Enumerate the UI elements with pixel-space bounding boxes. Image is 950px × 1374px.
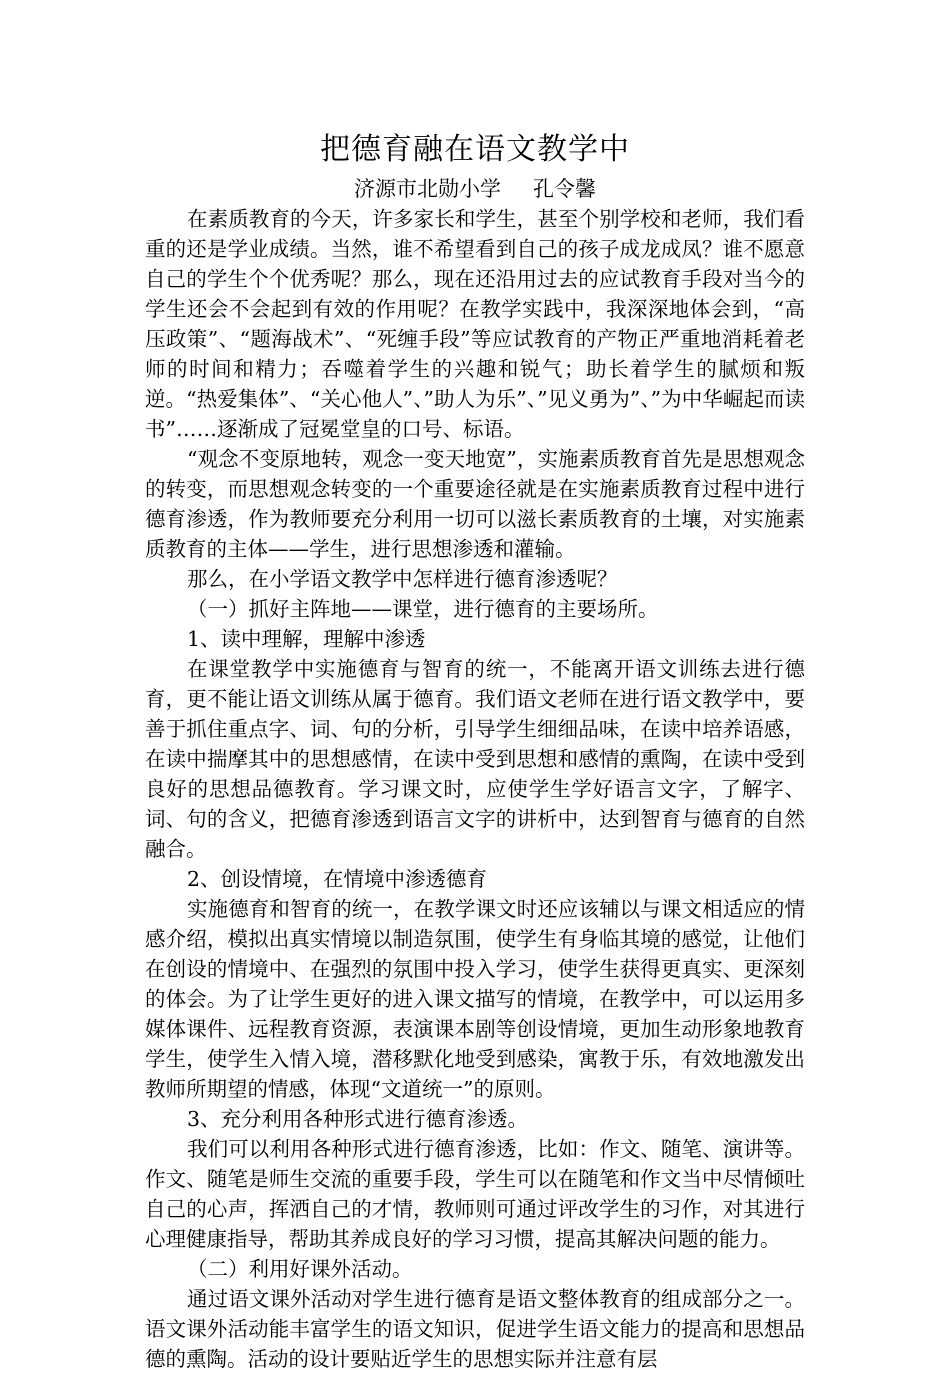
paragraph: 通过语文课外活动对学生进行德育是语文整体教育的组成部分之一。语文课外活动能丰富学生的语文知识，促进学生语文能力的提高和思想品德的熏陶。活动的设计要贴近学生的思想实际并注意有层 [145,1287,805,1371]
paragraph: 在课堂教学中实施德育与智育的统一，不能离开语文训练去进行德育，更不能让语文训练从属于德育。我们语文老师在进行语文教学中，要善于抓住重点字、词、句的分析，引导学生细细品味，在读中培养语感，在读中揣摩其中的思想感情，在读中受到思想和感情的熏陶，在读中受到良好的思想品德教育。学习课文时，应使学生学好语言文字，了解字、词、句的含义，把德育渗透到语言文字的讲析中，达到智育与德育的自然融合。 [145,657,805,861]
paragraph: 我们可以利用各种形式进行德育渗透，比如：作文、随笔、演讲等。作文、随笔是师生交流的重要手段，学生可以在随笔和作文当中尽情倾吐自己的心声，挥洒自己的才情，教师则可通过评改学生的习作，对其进行心理健康指导，帮助其养成良好的学习习惯，提高其解决问题的能力。 [145,1137,805,1251]
section-heading: （一）抓好主阵地——课堂，进行德育的主要场所。 [187,597,659,621]
paragraph: 实施德育和智育的统一，在教学课文时还应该辅以与课文相适应的情感介绍，模拟出真实情境以制造氛围，使学生有身临其境的感觉，让他们在创设的情境中、在强烈的氛围中投入学习，使学生获得更真实、更深刻的体会。为了让学生更好的进入课文描写的情境，在教学中，可以运用多媒体课件、远程教育资源，表演课本剧等创设情境，更加生动形象地教育学生，使学生入情入境，潜移默化地受到感染，寓教于乐，有效地激发出教师所期望的情感，体现“文道统一”的原则。 [145,897,805,1101]
author-line [145,174,805,204]
subsection-heading: 3、充分利用各种形式进行德育渗透。 [187,1107,529,1131]
document-content [145,128,805,1374]
paragraph: 那么，在小学语文教学中怎样进行德育渗透呢？ [187,567,618,591]
section-heading: （二）利用好课外活动。 [187,1257,413,1281]
subsection-heading: 2、创设情境，在情境中渗透德育 [187,867,488,891]
document-body [145,204,805,1374]
author-school: 济源市北勋小学 [354,177,501,201]
paragraph: 在素质教育的今天，许多家长和学生，甚至个别学校和老师，我们看重的还是学业成绩。当然，谁不希望看到自己的孩子成龙成凤？谁不愿意自己的学生个个优秀呢？那么，现在还沿用过去的应试教育手段对当今的学生还会不会起到有效的作用呢？在教学实践中，我深深地体会到，“高压政策”、“题海战术”、“死缠手段”等应试教育的产物正严重地消耗着老师的时间和精力；吞噬着学生的兴趣和锐气；助长着学生的腻烦和叛逆。“热爱集体”、“关心他人”、”助人为乐”、”见义勇为”、”为中华崛起而读书”……逐渐成了冠冕堂皇的口号、标语。 [145,207,805,441]
author-name: 孔令馨 [533,177,596,201]
subsection-heading: 1、读中理解，理解中渗透 [187,627,426,651]
document-title: 把德育融在语文教学中 [320,132,630,167]
paragraph: “观念不变原地转，观念一变天地宽”，实施素质教育首先是思想观念的转变，而思想观念转变的一个重要途径就是在实施素质教育过程中进行德育渗透，作为教师要充分利用一切可以滋长素质教育的土壤，对实施素质教育的主体——学生，进行思想渗透和灌输。 [145,447,805,561]
